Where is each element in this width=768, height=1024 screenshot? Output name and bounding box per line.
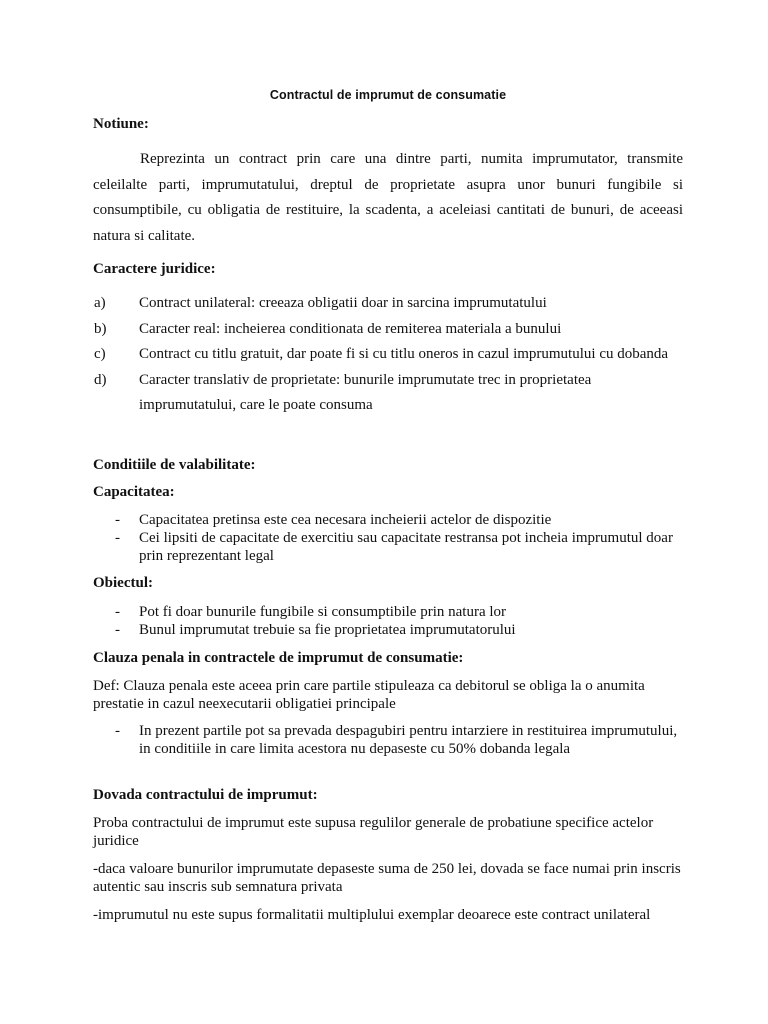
heading-caractere: Caractere juridice: — [93, 261, 216, 277]
list-item — [93, 722, 683, 758]
list-marker: b) — [94, 320, 107, 337]
list-marker: a) — [94, 295, 106, 311]
list-marker: d) — [94, 371, 107, 388]
paragraph-dovada-2: -daca valoare bunurilor imprumutate depaseste suma de 250 lei, dovada se face numai prin inscris autentic sau inscris sub semnatura privata — [93, 861, 681, 895]
heading-conditii: Conditiile de valabilitate: — [93, 457, 256, 473]
list-caractere — [93, 291, 683, 419]
list-item-text: Contract unilateral: creeaza obligatii doar in sarcina imprumutatului — [139, 295, 547, 311]
heading-notiune: Notiune: — [93, 116, 149, 132]
list-obiectul — [93, 603, 683, 639]
heading-dovada: Dovada contractului de imprumut: — [93, 787, 318, 803]
list-item — [93, 511, 683, 529]
list-item — [93, 529, 683, 565]
list-item — [93, 621, 683, 639]
list-item-text: In prezent partile pot sa prevada despagubiri pentru intarziere in restituirea imprumutului, in conditiile in care limita acestora nu depaseste cu 50% dobanda legala — [139, 723, 678, 757]
heading-capacitatea: Capacitatea: — [93, 484, 175, 500]
list-marker: - — [115, 604, 120, 620]
list-marker: - — [115, 512, 120, 528]
heading-obiectul: Obiectul: — [93, 575, 153, 591]
list-item-text: Caracter translativ de proprietate: bunurile imprumutate trec in proprietatea imprumutatului, care le poate consuma — [139, 371, 592, 413]
list-marker: c) — [94, 346, 106, 362]
paragraph-dovada-1: Proba contractului de imprumut este supusa regulilor generale de probatiune specifice actelor juridice — [93, 815, 654, 849]
list-item-text: Contract cu titlu gratuit, dar poate fi si cu titlu oneros in cazul imprumutului cu dobanda — [139, 346, 669, 362]
list-item — [93, 317, 683, 343]
list-marker: - — [115, 723, 120, 739]
list-item — [93, 368, 683, 419]
document-title: Contractul de imprumut de consumatie — [269, 88, 507, 102]
list-item-text: Pot fi doar bunurile fungibile si consumptibile prin natura lor — [139, 604, 507, 620]
list-item — [93, 603, 683, 621]
list-capacitatea — [93, 511, 683, 565]
paragraph-dovada-3: -imprumutul nu este supus formalitatii multiplului exemplar deoarece este contract unilateral — [93, 907, 651, 923]
list-item-text: Capacitatea pretinsa este cea necesara incheierii actelor de dispozitie — [139, 512, 552, 528]
list-item — [93, 291, 683, 317]
list-marker: - — [115, 530, 120, 546]
list-item — [93, 342, 683, 368]
list-item-text: Cei lipsiti de capacitate de exercitiu sau capacitate restransa pot incheia imprumutul doar prin reprezentant legal — [139, 530, 673, 564]
paragraph-notiune: Reprezinta un contract prin care una dintre parti, numita imprumutator, transmite celeilalte parti, imprumutatului, dreptul de proprietate asupra unor bunuri fungibile si consumptibile, cu obligatia de restituire, la scadenta, a aceleiasi cantitati de bunuri, de aceeasi natura si calitate. — [93, 151, 683, 244]
list-item-text: Caracter real: incheierea conditionata de remiterea materiala a bunului — [139, 320, 562, 337]
heading-clauza: Clauza penala in contractele de imprumut de consumatie: — [93, 650, 464, 666]
list-item-text: Bunul imprumutat trebuie sa fie proprietatea imprumutatorului — [139, 622, 516, 638]
list-marker: - — [115, 622, 120, 638]
paragraph-clauza-def: Def: Clauza penala este aceea prin care partile stipuleaza ca debitorul se obliga la o anumita prestatie in cazul neexecutarii obligatiei principale — [93, 678, 645, 712]
list-clauza — [93, 722, 683, 758]
